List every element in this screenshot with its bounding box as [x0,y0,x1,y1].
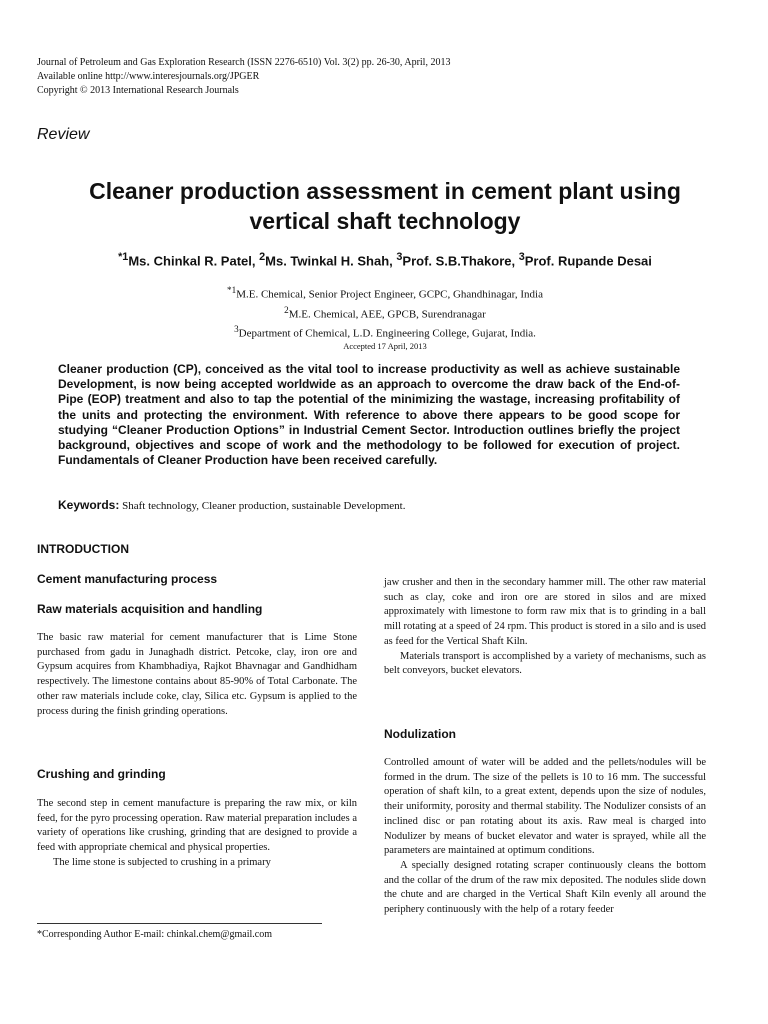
left-column-raw [37,631,357,719]
footnote: *Corresponding Author E-mail: chinkal.chem@gmail.com [37,929,272,940]
raw-materials-paragraph: The basic raw material for cement manufacturer that is Lime Stone purchased from gadu in Junaghadh district. Petcoke, clay, iron ore and Gypsum acquires from Khambhadiya, Rajkot Bhavnagar and Gandhidham respectively. The limestone contains about 85-90% of Total Carbonate. The other raw materials include coke, clay, Silica etc. Gypsum is applied to the process during the finish grinding operations. [37,632,357,717]
abstract: Cleaner production (CP), conceived as the vital tool to increase productivity as well as achieve sustainable Development, is now being accepted worldwide as an approach to overcome the draw back of the End-of-Pipe (EOP) treatment and also to tap the potential of the minimizing the wastage, increasing profitability of the units and protecting the environment. With reference to above there appears to be good scope for studying “Cleaner Production Options” in Industrial Cement Sector. Introduction outlines briefly the project background, objectives and scope of work and the methodology to be followed for execution of project. Fundamentals of Cleaner Production have been received carefully. [58,362,680,468]
accepted-date: Accepted 17 April, 2013 [343,341,427,351]
affiliation-3 [20,322,750,342]
author-4-sup: 3 [518,251,525,263]
affiliation-1-text: M.E. Chemical, Senior Project Engineer, GCPC, Ghandhinagar, India [236,288,543,301]
affiliation-3-text: Department of Chemical, L.D. Engineering College, Gujarat, India. [238,327,536,340]
paper-title-line-2: vertical shaft technology [249,208,521,234]
affiliation-1 [20,283,750,303]
author-list [20,251,750,268]
nodulization-paragraph-2: A specially designed rotating scraper continuously cleans the bottom and the collar of the drum of the raw mix deposited. The nodules slide down the chute and are charged in the Vertical Shaft Kiln evenly all around the periphery continuously with the help of a rotary feeder [384,859,706,916]
journal-url: Available online http://www.interesjournals.org/JPGER [37,71,260,82]
footnote-divider [37,923,322,924]
author-3: Prof. S.B.Thakore, [402,253,519,269]
keywords-label: Keywords: [58,498,120,512]
author-1: Ms. Chinkal R. Patel, [128,253,260,269]
right-column-top [384,576,706,679]
heading-cement-process: Cement manufacturing process [37,572,218,586]
journal-header [37,56,450,98]
crushing-continued-paragraph: jaw crusher and then in the secondary hammer mill. The other raw material such as clay, coke and iron ore are stored in silos and are mixed approximately with limestone to form raw mix that is to grinding in a ball mill rotating at a speed of 24 rpm. This product is stored in a silo and is used as feed for the Vertical Shaft Kiln. [384,577,706,647]
affiliation-3-sup: 3 [234,324,239,335]
left-column-crushing [37,797,357,871]
materials-transport-paragraph: Materials transport is accomplished by a variety of mechanisms, such as belt conveyors, bucket elevators. [384,650,706,677]
author-3-sup: 3 [396,251,403,263]
affiliations [20,283,750,342]
author-1-sup: *1 [118,251,129,263]
heading-nodulization: Nodulization [384,727,456,741]
author-2: Ms. Twinkal H. Shah, [265,253,397,269]
heading-crushing: Crushing and grinding [37,767,166,781]
keywords [58,498,680,512]
affiliation-2-sup: 2 [284,304,289,315]
affiliation-2 [20,303,750,323]
crushing-paragraph-1: The second step in cement manufacture is preparing the raw mix, or kiln feed, for the pyro processing operation. Raw material preparation includes a variety of operations like crushing, grinding that are designed to provide a feed with appropriate chemical and physical properties. [37,798,357,854]
paper-title-line-1: Cleaner production assessment in cement plant using [89,178,681,204]
journal-copyright: Copyright © 2013 International Research Journals [37,85,239,96]
author-2-sup: 2 [259,251,266,263]
keywords-list: Shaft technology, Cleaner production, sustainable Development. [119,500,406,512]
affiliation-2-text: M.E. Chemical, AEE, GPCB, Surendranagar [288,308,486,321]
heading-raw-materials: Raw materials acquisition and handling [37,602,263,616]
right-column-nodulization [384,756,706,918]
article-type: Review [37,126,90,143]
heading-introduction: INTRODUCTION [37,542,129,556]
journal-citation: Journal of Petroleum and Gas Exploration Research (ISSN 2276-6510) Vol. 3(2) pp. 26-30, April, 2013 [37,57,451,68]
affiliation-1-sup: *1 [227,285,237,295]
paper-title [20,176,750,236]
crushing-paragraph-2: The lime stone is subjected to crushing in a primary [53,856,271,868]
nodulization-paragraph-1: Controlled amount of water will be added and the pellets/nodules will be formed in the drum. The size of the pellets is 10 to 16 mm. The successful operation of shaft kiln, to a great extent, depends upon the size of nodules, their uniformity, porosity and thermal stability. The Nodulizer consists of an inclined disc or pan rotating about its axis. Raw meal is charged into Nodulizer by means of bucket elevator and water is sprayed, while all the parameters are maintained at optimum conditions. [384,757,706,857]
author-4: Prof. Rupande Desai [524,253,652,269]
